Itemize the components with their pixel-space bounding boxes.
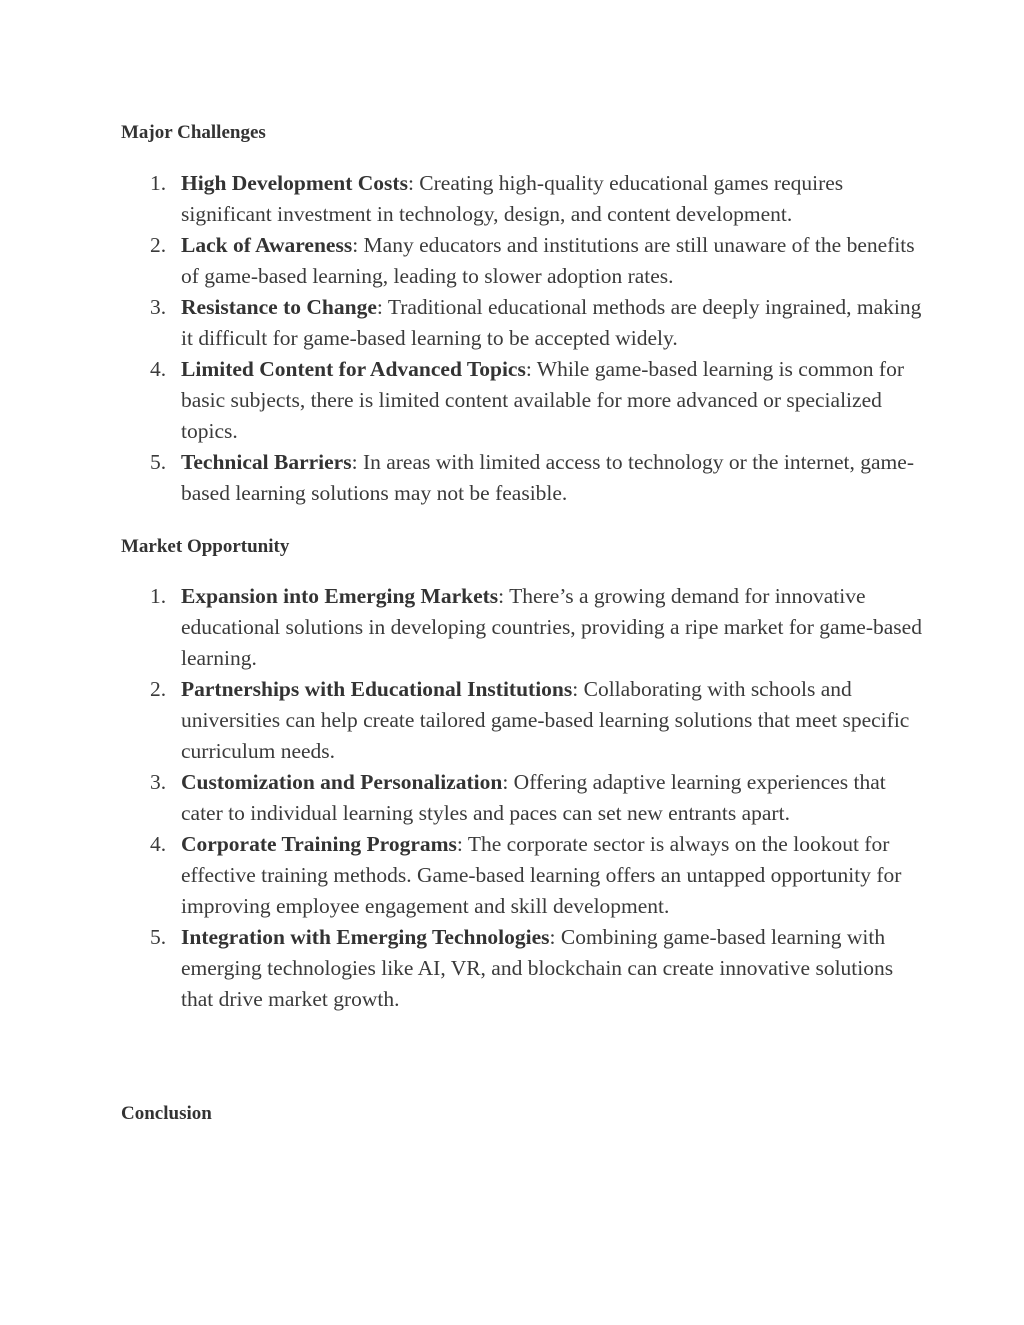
item-term: Customization and Personalization xyxy=(181,770,503,794)
list-item xyxy=(0,922,1024,1015)
list-item xyxy=(0,354,1024,447)
item-term: Expansion into Emerging Markets xyxy=(181,584,499,608)
item-number: 4. xyxy=(150,357,167,381)
heading-major-challenges: Major Challenges xyxy=(121,122,266,143)
item-number: 1. xyxy=(150,171,167,195)
heading-conclusion: Conclusion xyxy=(121,1103,212,1124)
item-term: Technical Barriers xyxy=(181,450,352,474)
item-text: : Offering adaptive learning experiences that cater to individual learning styles and paces can set new entrants apart. xyxy=(181,770,886,825)
item-text: : Many educators and institutions are still unaware of the benefits of game-based learning, leading to slower adoption rates. xyxy=(181,233,915,288)
opportunity-list xyxy=(0,581,1024,1015)
list-item xyxy=(0,581,1024,674)
item-number: 5. xyxy=(150,925,167,949)
challenges-list xyxy=(0,168,1024,509)
list-item xyxy=(0,447,1024,509)
item-term: High Development Costs xyxy=(181,171,408,195)
item-term: Corporate Training Programs xyxy=(181,832,457,856)
list-item xyxy=(0,168,1024,230)
list-item xyxy=(0,230,1024,292)
item-text: : Creating high-quality educational games requires significant investment in technology, design, and content development. xyxy=(181,171,844,226)
item-text: : Collaborating with schools and universities can help create tailored game-based learning solutions that meet specific curriculum needs. xyxy=(181,677,910,763)
item-number: 4. xyxy=(150,832,167,856)
list-item xyxy=(0,674,1024,767)
item-text: : There’s a growing demand for innovative educational solutions in developing countries, providing a ripe market for game-based learning. xyxy=(181,584,922,670)
heading-market-opportunity: Market Opportunity xyxy=(121,536,290,557)
item-term: Integration with Emerging Technologies xyxy=(181,925,550,949)
item-text: : Traditional educational methods are deeply ingrained, making it difficult for game-based learning to be accepted widely. xyxy=(181,295,922,350)
item-term: Limited Content for Advanced Topics xyxy=(181,357,526,381)
item-number: 3. xyxy=(150,770,167,794)
item-number: 5. xyxy=(150,450,167,474)
item-number: 2. xyxy=(150,677,167,701)
item-number: 1. xyxy=(150,584,167,608)
list-item xyxy=(0,829,1024,922)
list-item xyxy=(0,292,1024,354)
item-number: 2. xyxy=(150,233,167,257)
item-text: : The corporate sector is always on the lookout for effective training methods. Game-based learning offers an untapped opportunity for improving employee engagement and skill development. xyxy=(181,832,902,918)
item-text: : Combining game-based learning with emerging technologies like AI, VR, and blockchain can create innovative solutions that drive market growth. xyxy=(181,925,894,1011)
item-term: Partnerships with Educational Institutions xyxy=(181,677,573,701)
item-term: Resistance to Change xyxy=(181,295,377,319)
item-text: : While game-based learning is common for basic subjects, there is limited content available for more advanced or specialized topics. xyxy=(181,357,904,443)
list-item xyxy=(0,767,1024,829)
item-text: : In areas with limited access to technology or the internet, game-based learning solutions may not be feasible. xyxy=(181,450,914,505)
item-term: Lack of Awareness xyxy=(181,233,353,257)
item-number: 3. xyxy=(150,295,167,319)
